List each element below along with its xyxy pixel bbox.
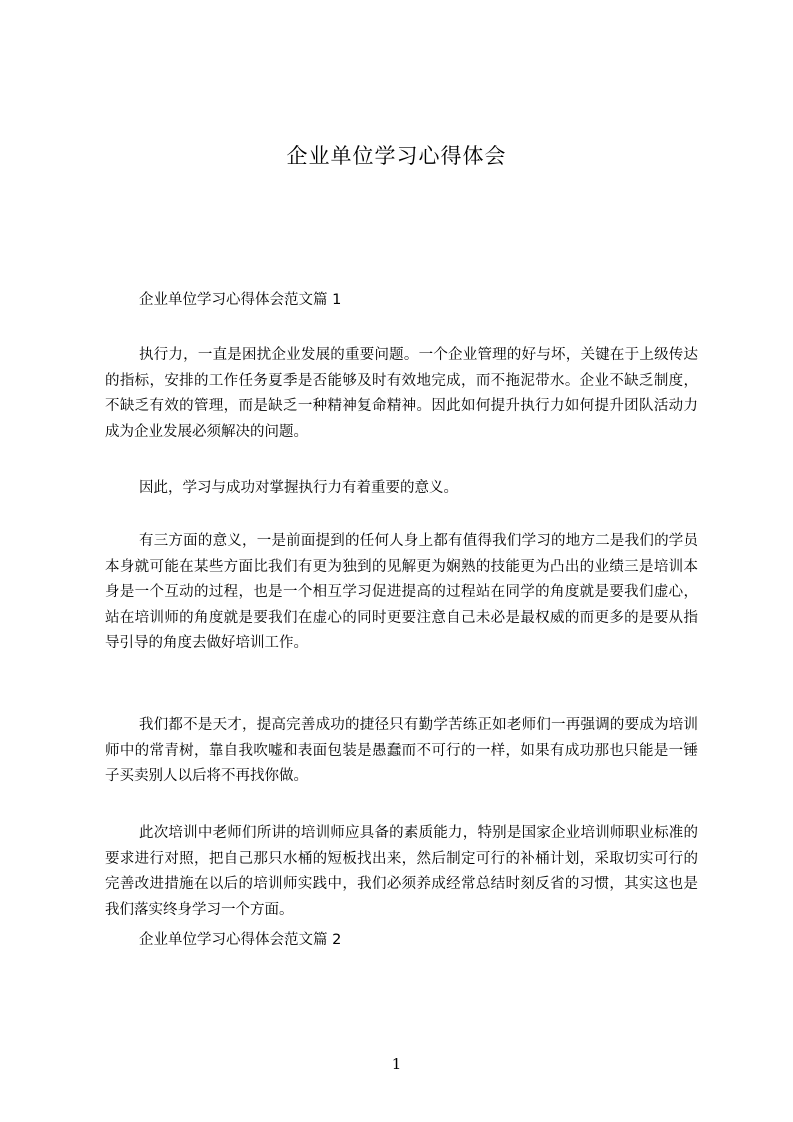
section-heading-1: 企业单位学习心得体会范文篇 1 [139,292,342,308]
document-title: 企业单位学习心得体会 [286,144,507,168]
paragraph-1: 执行力，一直是困扰企业发展的重要问题。一个企业管理的好与坏，关键在于上级传达的指标，安排的工作任务夏季是否能够及时有效地完成，而不拖泥带水。企业不缺乏制度，不缺乏有效的管理，而是缺乏一种精神复命精神。因此如何提升执行力如何提升团队活动力成为企业发展必须解决的问题。 [105,347,698,440]
paragraph-2: 因此，学习与成功对掌握执行力有着重要的意义。 [139,480,458,496]
section-heading-2: 企业单位学习心得体会范文篇 2 [139,932,342,948]
paragraph-3: 有三方面的意义，一是前面提到的任何人身上都有值得我们学习的地方二是我们的学员本身就可能在某些方面比我们有更为独到的见解更为娴熟的技能更为凸出的业绩三是培训本身是一个互动的过程，也是一个相互学习促进提高的过程站在同学的角度就是要我们虚心，站在培训师的角度就是要我们在虚心的同时更要注意自己未必是最权威的而更多的是要从指导引导的角度去做好培训工作。 [105,533,698,651]
paragraph-4: 我们都不是天才，提高完善成功的捷径只有勤学苦练正如老师们一再强调的要成为培训师中的常青树，靠自我吹嘘和表面包装是愚蠢而不可行的一样，如果有成功那也只能是一锤子买卖别人以后将不再找你做。 [105,717,698,784]
paragraph-5: 此次培训中老师们所讲的培训师应具备的素质能力，特别是国家企业培训师职业标准的要求进行对照，把自己那只水桶的短板找出来，然后制定可行的补桶计划，采取切实可行的完善改进措施在以后的培训师实践中，我们必须养成经常总结时刻反省的习惯，其实这也是我们落实终身学习一个方面。 [105,825,698,918]
page-number: 1 [391,1055,402,1073]
